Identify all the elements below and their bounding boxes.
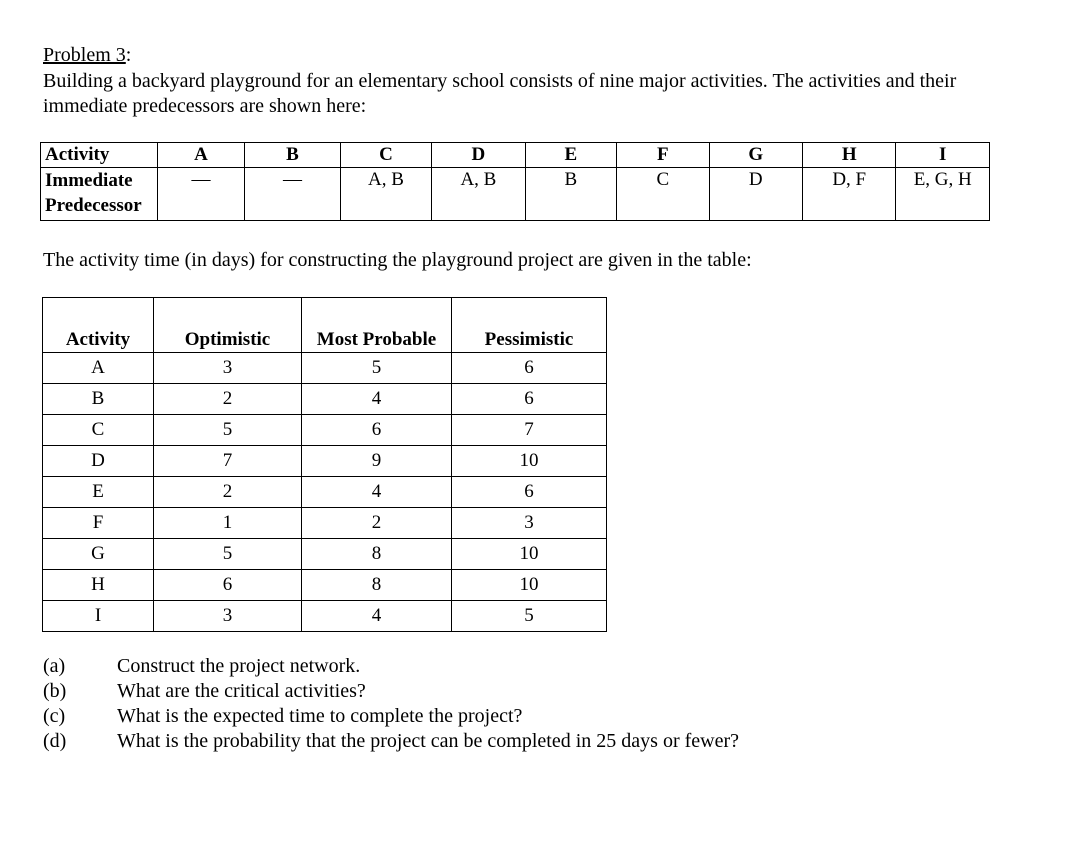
table-cell: 10 [452, 446, 607, 477]
predecessor-cell: A, B [340, 168, 431, 221]
table-cell: 2 [154, 477, 302, 508]
table-cell: 1 [154, 508, 302, 539]
table-row [43, 415, 607, 446]
problem-title [43, 44, 131, 66]
activity-header: C [340, 143, 431, 168]
table-row [43, 570, 607, 601]
activity-header: D [432, 143, 525, 168]
table-cell: 8 [302, 570, 452, 601]
table-row [43, 508, 607, 539]
table-row [43, 477, 607, 508]
question-label: (b) [43, 680, 67, 702]
predecessor-cell: C [617, 168, 709, 221]
table-cell: 3 [154, 601, 302, 632]
predecessor-table [40, 142, 990, 221]
activity-header: H [802, 143, 895, 168]
activity-header: F [617, 143, 709, 168]
predecessor-row [41, 168, 990, 221]
table-row [43, 446, 607, 477]
table-cell: 5 [452, 601, 607, 632]
table-cell: 5 [154, 415, 302, 446]
header-most-probable: Most Probable [302, 298, 452, 353]
table-cell: 5 [302, 353, 452, 384]
question-list [43, 654, 739, 754]
question-item [43, 679, 739, 704]
table-cell: 4 [302, 601, 452, 632]
predecessor-cell: — [245, 168, 341, 221]
table-cell: I [43, 601, 154, 632]
activity-header: G [709, 143, 802, 168]
table-cell: F [43, 508, 154, 539]
table-cell: 7 [154, 446, 302, 477]
table-cell: 5 [154, 539, 302, 570]
question-item [43, 654, 739, 679]
predecessor-cell: E, G, H [896, 168, 990, 221]
table-row [43, 384, 607, 415]
question-text: What are the critical activities? [117, 680, 366, 702]
predecessor-cell: D [709, 168, 802, 221]
activity-header: I [896, 143, 990, 168]
table-cell: E [43, 477, 154, 508]
predecessor-row-label: Immediate Predecessor [41, 168, 158, 221]
predecessor-cell: B [525, 168, 616, 221]
table-cell: 2 [302, 508, 452, 539]
table-cell: 3 [154, 353, 302, 384]
question-item [43, 729, 739, 754]
table-row [43, 601, 607, 632]
time-sentence: The activity time (in days) for constructing the playground project are given in the table: [43, 249, 752, 271]
problem-title-colon: : [125, 44, 132, 66]
question-text: What is the probability that the project can be completed in 25 days or fewer? [117, 730, 740, 752]
table-cell: 10 [452, 570, 607, 601]
predecessor-cell: D, F [802, 168, 895, 221]
table-cell: 10 [452, 539, 607, 570]
problem-intro: Building a backyard playground for an elementary school consists of nine major activities. The activities and their immediate predecessors are shown here: [43, 70, 957, 117]
activity-header: E [525, 143, 616, 168]
question-label: (c) [43, 705, 66, 727]
question-text: What is the expected time to complete the project? [117, 705, 523, 727]
table-cell: H [43, 570, 154, 601]
question-label: (d) [43, 730, 67, 752]
table-cell: 6 [452, 477, 607, 508]
table-cell: B [43, 384, 154, 415]
table-cell: C [43, 415, 154, 446]
question-label: (a) [43, 655, 66, 677]
table-cell: A [43, 353, 154, 384]
question-item [43, 704, 739, 729]
time-header-row [43, 298, 607, 353]
table-row [43, 539, 607, 570]
predecessor-cell: A, B [432, 168, 525, 221]
activity-time-table [42, 297, 607, 632]
header-pessimistic: Pessimistic [452, 298, 607, 353]
time-table-body [43, 353, 607, 632]
table-cell: 6 [452, 353, 607, 384]
table-cell: 9 [302, 446, 452, 477]
table-cell: 2 [154, 384, 302, 415]
table-cell: 7 [452, 415, 607, 446]
table-cell: 6 [302, 415, 452, 446]
table-cell: 6 [452, 384, 607, 415]
predecessor-header-row [41, 143, 990, 168]
table-cell: 8 [302, 539, 452, 570]
table-cell: 3 [452, 508, 607, 539]
table-cell: 6 [154, 570, 302, 601]
problem-title-text: Problem 3 [43, 44, 126, 66]
header-optimistic: Optimistic [154, 298, 302, 353]
table-row [43, 353, 607, 384]
predecessor-cell: — [157, 168, 244, 221]
table-cell: 4 [302, 384, 452, 415]
activity-header: B [245, 143, 341, 168]
header-activity: Activity [43, 298, 154, 353]
table-cell: 4 [302, 477, 452, 508]
predecessor-header-label: Activity [41, 143, 158, 168]
activity-header: A [157, 143, 244, 168]
question-text: Construct the project network. [117, 655, 361, 677]
table-cell: D [43, 446, 154, 477]
table-cell: G [43, 539, 154, 570]
